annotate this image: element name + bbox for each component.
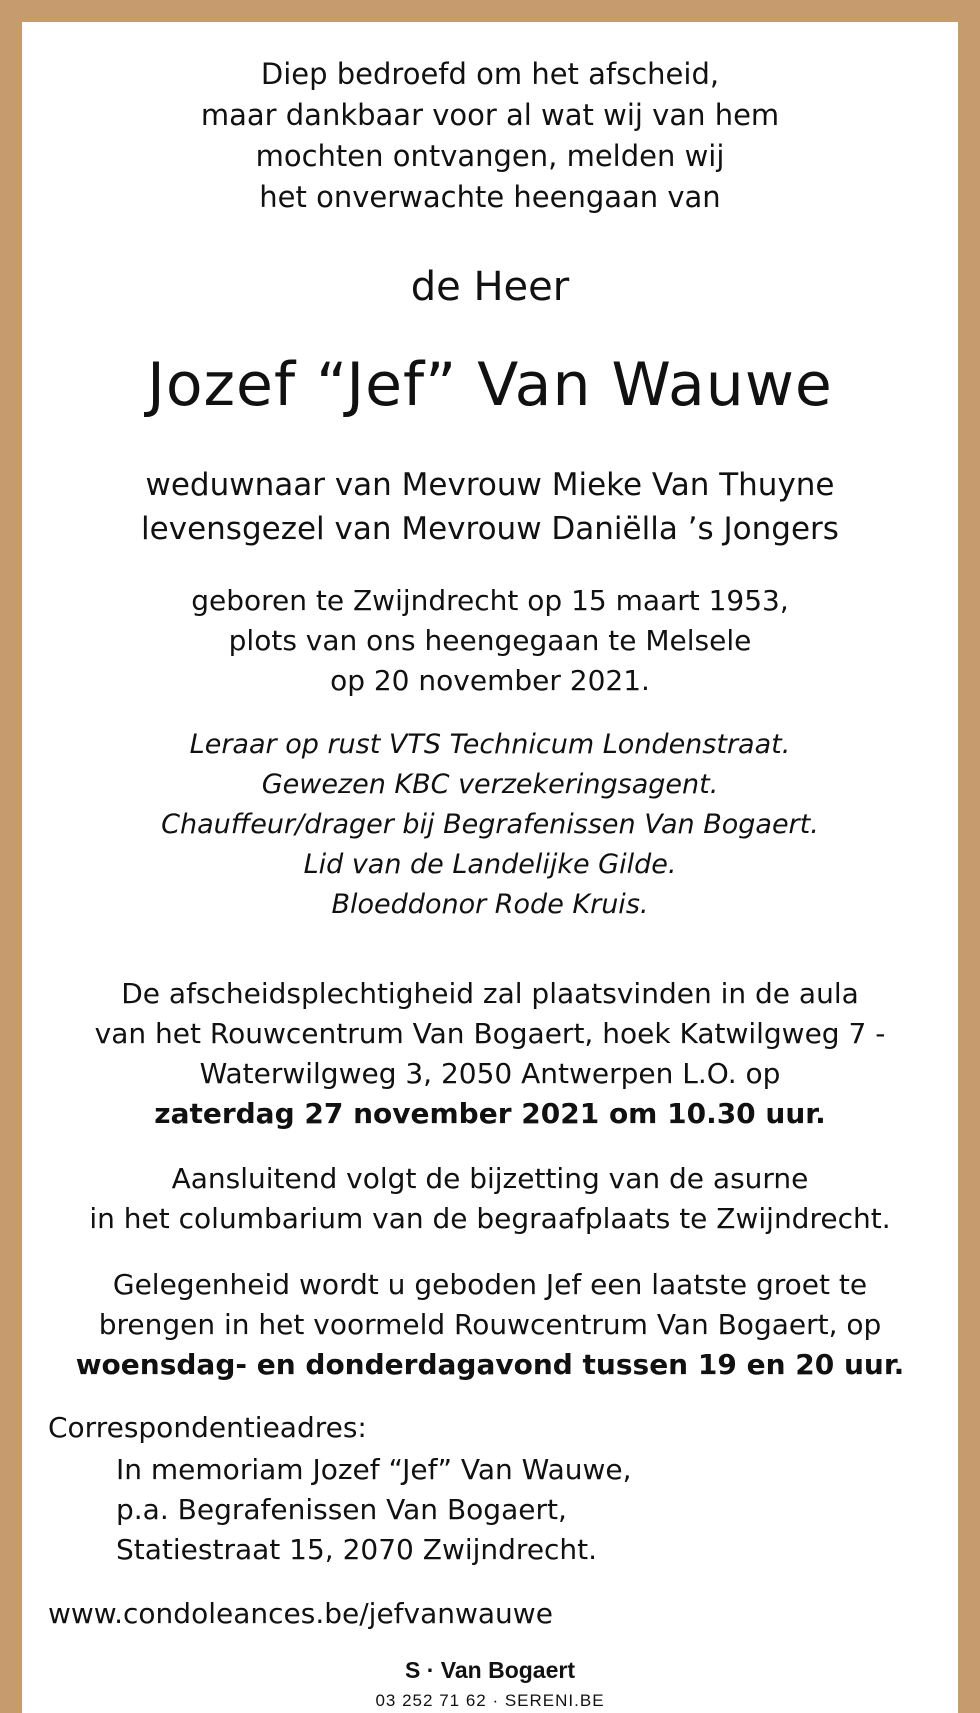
visitation-line: Gelegenheid wordt u geboden Jef een laatste groet te (112, 1268, 868, 1301)
career-line: Bloeddonor Rode Kruis. (331, 889, 649, 920)
ceremony-line: van het Rouwcentrum Van Bogaert, hoek Katwilgweg 7 - (94, 1017, 886, 1050)
funeral-home-logo: S · Van Bogaert (405, 1657, 575, 1683)
columbarium-line: Aansluitend volgt de bijzetting van de asurne (171, 1162, 809, 1195)
career-list (22, 725, 958, 925)
columbarium-info (22, 1159, 958, 1239)
ceremony-date (22, 1094, 958, 1134)
correspondence-address (116, 1450, 632, 1570)
career-line: Leraar op rust VTS Technicum Londenstraat. (189, 729, 791, 760)
funeral-home-contact: 03 252 71 62 · SERENI.BE (375, 1691, 605, 1710)
correspondence-label: Correspondentieadres: (48, 1411, 367, 1444)
born-line: geboren te Zwijndrecht op 15 maart 1953, (191, 584, 789, 617)
deceased-name: Jozef “Jef” Van Wauwe (147, 350, 833, 420)
visitation-when (22, 1345, 958, 1385)
born-line: op 20 november 2021. (330, 664, 650, 697)
visitation-info (22, 1265, 958, 1385)
columbarium-line: in het columbarium van de begraafplaats te Zwijndrecht. (89, 1202, 891, 1235)
visitation-when-text: woensdag- en donderdagavond tussen 19 en 20 uur. (75, 1348, 905, 1381)
relation-line: weduwnaar van Mevrouw Mieke Van Thuyne (145, 467, 835, 503)
ceremony-info (22, 974, 958, 1134)
intro-text (22, 54, 958, 218)
intro-line: het onverwachte heengaan van (259, 180, 721, 214)
intro-line: maar dankbaar voor al wat wij van hem (200, 98, 780, 132)
birth-death-info (22, 581, 958, 701)
funeral-home-footer (327, 1653, 653, 1713)
career-line: Lid van de Landelijke Gilde. (303, 849, 677, 880)
obituary-card (22, 22, 958, 1713)
intro-line: mochten ontvangen, melden wij (255, 139, 725, 173)
honorific-title: de Heer (410, 264, 570, 310)
relations (22, 463, 958, 551)
intro-line: Diep bedroefd om het afscheid, (260, 57, 720, 91)
condolence-website-link[interactable]: www.condoleances.be/jefvanwauwe (48, 1597, 553, 1630)
address-line: p.a. Begrafenissen Van Bogaert, (116, 1493, 567, 1526)
career-line: Gewezen KBC verzekeringsagent. (261, 769, 719, 800)
ceremony-date-text: zaterdag 27 november 2021 om 10.30 uur. (154, 1097, 826, 1130)
visitation-line: brengen in het voormeld Rouwcentrum Van Bogaert, op (98, 1308, 882, 1341)
career-line: Chauffeur/drager bij Begrafenissen Van Bogaert. (161, 809, 819, 840)
address-line: In memoriam Jozef “Jef” Van Wauwe, (116, 1453, 632, 1486)
born-line: plots van ons heengegaan te Melsele (228, 624, 752, 657)
ceremony-line: Waterwilgweg 3, 2050 Antwerpen L.O. op (199, 1057, 781, 1090)
relation-line: levensgezel van Mevrouw Daniëlla ’s Jongers (141, 511, 839, 547)
ceremony-line: De afscheidsplechtigheid zal plaatsvinden in de aula (121, 977, 859, 1010)
address-line: Statiestraat 15, 2070 Zwijndrecht. (116, 1533, 598, 1566)
